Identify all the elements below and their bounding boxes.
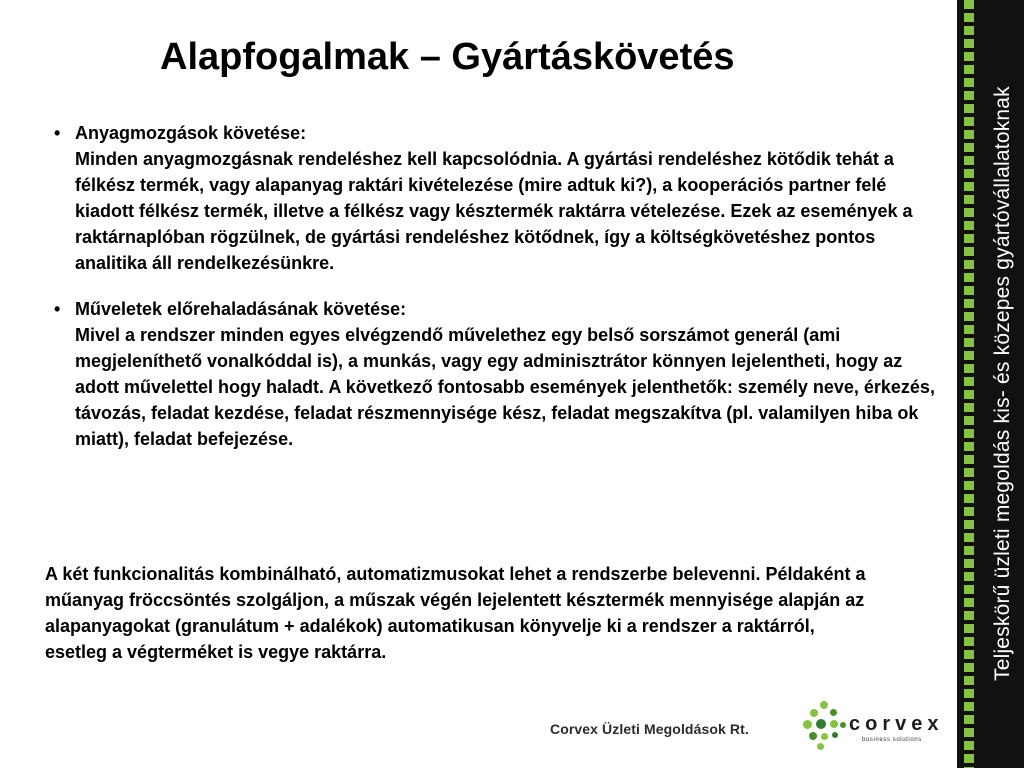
logo-wordmark: corvex — [849, 713, 944, 735]
bullet-icon: • — [54, 299, 61, 319]
logo-dot — [830, 720, 838, 728]
bullet-item-operation-tracking — [52, 296, 950, 452]
footer-company-name: Corvex Üzleti Megoldások Rt. — [550, 721, 749, 737]
logo-dot — [840, 722, 846, 728]
sidebar-dashed-stripe — [964, 0, 974, 768]
summary-paragraph: A két funkcionalitás kombinálható, automatizmusokat lehet a rendszerbe belevenni. Példaként a műanyag fröccsöntés szolgáljon, a műszak végén lejelentett késztermék mennyisége alapján az alapanyagokat (granulátum + adalékok) automatikusan könyvelje ki a rendszer a raktárról, esetleg a végterméket is vegye raktárra. — [45, 564, 866, 662]
logo-dot — [817, 743, 824, 750]
logo-dot — [803, 720, 812, 729]
bullet-body: Minden anyagmozgásnak rendeléshez kell kapcsolódnia. A gyártási rendeléshez kötődik tehát a félkész termék, vagy alapanyag raktári kivételezése (mire adtuk ki?), a kooperációs partner felé kiadott félkész termék, illetve a félkész vagy késztermék raktárra vételezése. Ezek az események a raktárnaplóban rögzülnek, de gyártási rendeléshez kötődnek, így a költségkövetéshez pontos analitika áll rendelkezésünkre. — [75, 149, 913, 273]
bullet-heading: Műveletek előrehaladásának követése: — [75, 299, 407, 319]
logo-dot — [810, 709, 818, 717]
bullet-list — [52, 120, 950, 452]
bullet-body: Mivel a rendszer minden egyes elvégzendő művelethez egy belső sorszámot generál (ami megjeleníthető vonalkóddal is), a munkás, vagy egy adminisztrátor könnyen lejelentheti, hogy az adott művelettel hogy haladt. A következő fontosabb események jelenthetők: személy neve, érkezés, távozás, feladat kezdése, feladat részmennyisége kész, feladat megszakítva (pl. valamilyen hiba ok miatt), feladat befejezése. — [75, 325, 935, 449]
logo-dots-icon — [802, 700, 852, 754]
logo-dot — [830, 709, 837, 716]
bullet-icon: • — [54, 123, 61, 143]
slide-title: Alapfogalmak – Gyártáskövetés — [160, 36, 735, 78]
logo-dot — [820, 701, 828, 709]
logo-dot — [832, 732, 838, 738]
corvex-logo — [802, 700, 944, 754]
bullet-item-material-tracking — [52, 120, 950, 276]
logo-dot — [809, 732, 817, 740]
sidebar-tagline: Teljeskörű üzleti megoldás kis- és közepes gyártóvállalatoknak — [991, 86, 1014, 682]
logo-dot — [821, 733, 828, 740]
bullet-heading: Anyagmozgások követése: — [75, 123, 307, 143]
logo-tagline: business solutions — [862, 737, 922, 743]
logo-dot — [816, 719, 826, 729]
